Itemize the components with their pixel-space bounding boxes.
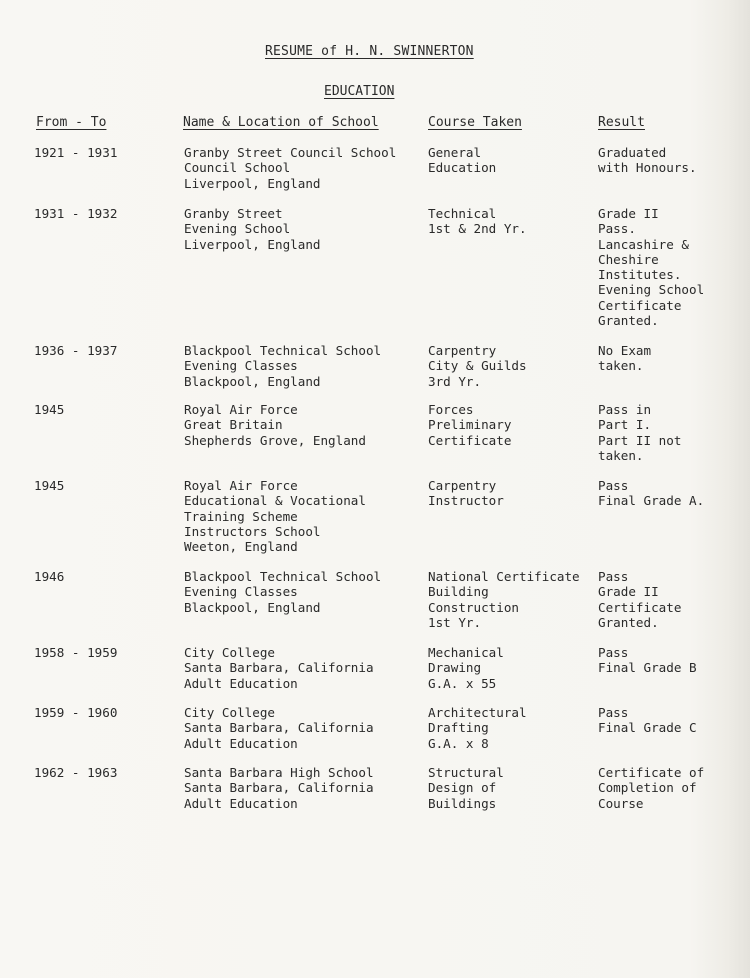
- row-course-line: G.A. x 55: [428, 675, 497, 691]
- row-result-line: Final Grade C: [598, 720, 697, 736]
- row-school-line: Granby Street: [184, 206, 283, 221]
- row-dates: 1945: [34, 402, 65, 417]
- row-result-line: Completion of: [598, 780, 697, 796]
- row-course-line: Architectural: [428, 705, 527, 720]
- row-school-line: Santa Barbara High School: [184, 765, 374, 780]
- row-course: [428, 705, 527, 751]
- row-course-line: G.A. x 8: [428, 735, 489, 751]
- row-course-line: Structural: [428, 765, 504, 780]
- row-result: [598, 705, 697, 736]
- row-result: [598, 402, 681, 463]
- column-header-school: Name & Location of School: [183, 115, 379, 130]
- row-result-line: with Honours.: [598, 160, 697, 176]
- row-school: [184, 145, 396, 191]
- row-course: [428, 343, 527, 389]
- row-result-line: Grade II: [598, 206, 659, 221]
- row-school-line: Adult Education: [184, 675, 298, 691]
- row-school-line: Liverpool, England: [184, 175, 321, 191]
- row-school-line: Royal Air Force: [184, 478, 298, 493]
- row-course-line: Certificate: [428, 432, 512, 448]
- row-result: [598, 645, 697, 676]
- row-school-line: Weeton, England: [184, 539, 298, 555]
- section-heading: EDUCATION: [324, 84, 395, 99]
- row-course-line: Building: [428, 584, 489, 600]
- row-school: [184, 343, 381, 389]
- row-school-line: Blackpool Technical School: [184, 343, 382, 358]
- row-course-line: National Certificate: [428, 569, 580, 584]
- row-result-line: Pass.: [598, 221, 636, 237]
- row-result: [598, 206, 704, 328]
- row-school-line: Adult Education: [184, 735, 298, 751]
- row-school: [184, 402, 366, 448]
- row-course-line: General: [428, 145, 482, 160]
- row-school-line: Adult Education: [184, 795, 298, 811]
- row-course-line: Buildings: [428, 795, 497, 811]
- row-result-line: Final Grade B: [598, 660, 697, 676]
- row-school-line: Liverpool, England: [184, 236, 321, 252]
- row-result-line: Graduated: [598, 145, 667, 160]
- row-result: [598, 569, 681, 630]
- row-course-line: Drawing: [428, 660, 482, 676]
- row-result-line: Granted.: [598, 614, 659, 630]
- row-course: [428, 765, 504, 811]
- row-dates: 1921 - 1931: [34, 145, 118, 160]
- row-school-line: Educational & Vocational: [184, 493, 366, 509]
- row-school-line: Santa Barbara, California: [184, 720, 374, 736]
- row-dates: 1946: [34, 569, 65, 584]
- row-course: [428, 569, 580, 630]
- row-result: [598, 765, 704, 811]
- row-school-line: City College: [184, 645, 275, 660]
- row-result-line: Lancashire &: [598, 236, 689, 252]
- row-school-line: Instructors School: [184, 523, 321, 539]
- row-school-line: Granby Street Council School: [184, 145, 397, 160]
- row-course: [428, 402, 511, 448]
- row-school-line: Santa Barbara, California: [184, 780, 374, 796]
- column-header-from-to: From - To: [36, 115, 107, 130]
- column-header-result: Result: [598, 115, 645, 130]
- row-course: [428, 206, 527, 237]
- row-result-line: Certificate: [598, 599, 682, 615]
- row-school-line: Santa Barbara, California: [184, 660, 374, 676]
- row-course-line: 1st & 2nd Yr.: [428, 221, 527, 237]
- row-result-line: Pass: [598, 705, 629, 720]
- row-dates: 1931 - 1932: [34, 206, 118, 221]
- row-result-line: Course: [598, 795, 644, 811]
- row-course-line: Mechanical: [428, 645, 504, 660]
- row-result: [598, 478, 704, 509]
- row-result-line: Institutes.: [598, 267, 682, 283]
- row-school-line: Great Britain: [184, 417, 283, 433]
- row-school: [184, 478, 366, 554]
- row-course-line: Design of: [428, 780, 497, 796]
- row-result-line: Part I.: [598, 417, 652, 433]
- row-course-line: Instructor: [428, 493, 504, 509]
- row-result-line: Part II not: [598, 432, 682, 448]
- row-school-line: Evening School: [184, 221, 291, 237]
- row-result-line: No Exam: [598, 343, 652, 358]
- row-school-line: Blackpool Technical School: [184, 569, 382, 584]
- row-result-line: Evening School: [598, 282, 705, 298]
- row-dates: 1945: [34, 478, 65, 493]
- row-dates: 1958 - 1959: [34, 645, 118, 660]
- row-course-line: Construction: [428, 599, 519, 615]
- row-result-line: Certificate: [598, 297, 682, 313]
- row-result-line: Pass: [598, 478, 629, 493]
- row-school: [184, 569, 381, 615]
- row-school-line: City College: [184, 705, 275, 720]
- row-result-line: taken.: [598, 358, 644, 374]
- document-title: RESUME of H. N. SWINNERTON: [265, 44, 474, 59]
- row-result-line: taken.: [598, 447, 644, 463]
- row-school: [184, 705, 374, 751]
- row-result-line: Pass: [598, 645, 629, 660]
- row-course: [428, 645, 504, 691]
- row-result-line: Pass: [598, 569, 629, 584]
- row-school: [184, 765, 374, 811]
- row-course-line: 3rd Yr.: [428, 373, 482, 389]
- row-school-line: Blackpool, England: [184, 373, 321, 389]
- row-course-line: Education: [428, 160, 497, 176]
- row-course-line: Forces: [428, 402, 474, 417]
- row-school-line: Training Scheme: [184, 508, 298, 524]
- row-result-line: Final Grade A.: [598, 493, 705, 509]
- row-school-line: Royal Air Force: [184, 402, 298, 417]
- row-school-line: Evening Classes: [184, 358, 298, 374]
- row-school-line: Evening Classes: [184, 584, 298, 600]
- row-school-line: Shepherds Grove, England: [184, 432, 366, 448]
- row-result-line: Grade II: [598, 584, 659, 600]
- row-course-line: Carpentry: [428, 343, 497, 358]
- row-dates: 1959 - 1960: [34, 705, 118, 720]
- row-school: [184, 206, 320, 252]
- row-result-line: Pass in: [598, 402, 652, 417]
- row-result-line: Granted.: [598, 313, 659, 329]
- row-dates: 1962 - 1963: [34, 765, 118, 780]
- row-course-line: Carpentry: [428, 478, 497, 493]
- row-school-line: Council School: [184, 160, 291, 176]
- row-dates: 1936 - 1937: [34, 343, 118, 358]
- row-result-line: Certificate of: [598, 765, 705, 780]
- row-result: [598, 145, 697, 176]
- row-school-line: Blackpool, England: [184, 599, 321, 615]
- column-header-course: Course Taken: [428, 115, 522, 130]
- row-course-line: Technical: [428, 206, 497, 221]
- row-result: [598, 343, 651, 374]
- row-course-line: City & Guilds: [428, 358, 527, 374]
- row-course: [428, 145, 496, 176]
- row-course: [428, 478, 504, 509]
- row-course-line: 1st Yr.: [428, 614, 482, 630]
- row-course-line: Preliminary: [428, 417, 512, 433]
- row-result-line: Cheshire: [598, 251, 659, 267]
- row-course-line: Drafting: [428, 720, 489, 736]
- row-school: [184, 645, 374, 691]
